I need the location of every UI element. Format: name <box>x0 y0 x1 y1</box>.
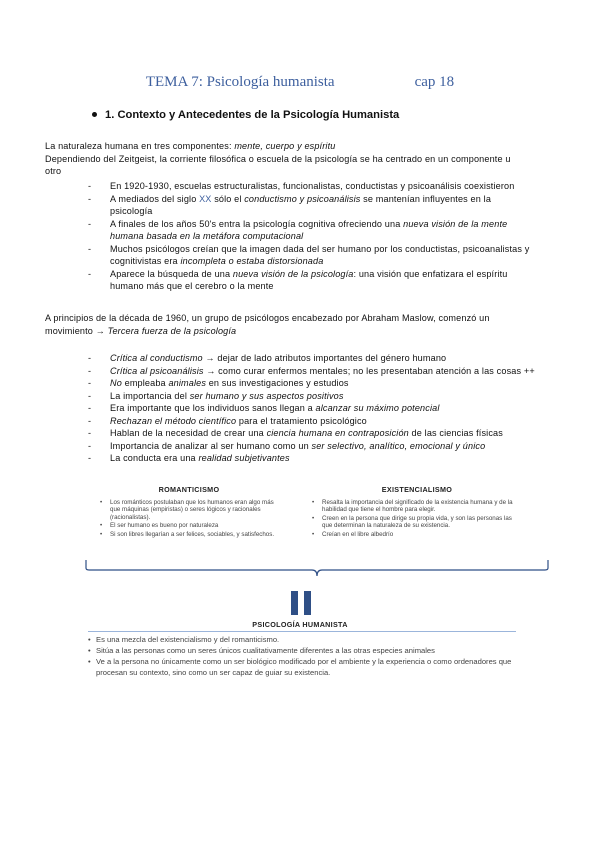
list-item <box>100 531 278 539</box>
list-item-text: No empleaba animales en sus investigaciones y estudios <box>110 378 349 388</box>
existencialismo-title: EXISTENCIALISMO <box>381 485 453 494</box>
list-item <box>312 499 522 514</box>
bar-right <box>304 591 311 615</box>
list-item <box>312 531 522 539</box>
dash-marker: - <box>88 415 92 426</box>
list-item <box>88 656 528 678</box>
list-item <box>312 515 522 530</box>
dash-marker: - <box>88 353 92 363</box>
bar-left <box>291 591 298 615</box>
dash-marker: - <box>88 193 92 204</box>
third-force-list <box>0 352 555 465</box>
list-item <box>0 365 555 378</box>
bullet-icon: • <box>88 635 91 644</box>
list-item <box>0 218 555 243</box>
movement-paragraph <box>45 312 490 337</box>
intro-line-2: Dependiendo del Zeitgeist, la corriente filosófica o escuela de la psicología se ha centrado en un componente u <box>45 153 511 164</box>
title-text: TEMA 7: Psicología humanista <box>145 74 335 90</box>
movement-line-1: A principios de la década de 1960, un grupo de psicólogos encabezado por Abraham Maslow, comenzó un <box>45 313 490 323</box>
intro-paragraph <box>45 140 511 178</box>
humanista-rule <box>88 631 516 632</box>
list-item-text: Aparece la búsqueda de una nueva visión de la psicología: una visión que enfatizara el espíritu humano más que el cerebro o la mente <box>110 268 508 291</box>
list-item-text: Si son libres llegarían a ser felices, sociables, y satisfechos. <box>110 530 275 538</box>
humanista-title: PSICOLOGÍA HUMANISTA <box>252 620 348 629</box>
list-item <box>0 452 555 465</box>
dash-marker: - <box>88 365 92 376</box>
list-item <box>88 645 528 656</box>
dash-marker: - <box>88 181 92 191</box>
bullet-icon: • <box>100 530 103 538</box>
list-item-text: La conducta era una realidad subjetivantes <box>110 453 290 463</box>
list-item-text: Importancia de analizar al ser humano como un ser selectivo, analítico, emocional y único <box>110 440 486 451</box>
list-item <box>0 390 555 403</box>
list-item <box>0 377 555 390</box>
section-heading <box>92 109 399 121</box>
existencialismo-list <box>312 499 522 539</box>
bullet-icon: • <box>88 657 91 666</box>
dash-marker: - <box>88 268 92 279</box>
list-item-text: Es una mezcla del existencialismo y del romanticismo. <box>96 635 280 644</box>
dash-marker: - <box>88 378 92 388</box>
existencialismo-column <box>312 486 522 540</box>
list-item-text: Los románticos postulaban que los humanos eran algo más que máquinas (empiristas) o seres lógicos y racionales (racionalistas). <box>110 498 274 521</box>
dash-marker: - <box>88 403 92 413</box>
dash-marker: - <box>88 243 92 254</box>
list-item-text: El ser humano es bueno por naturaleza <box>110 522 219 530</box>
list-item-text: A mediados del siglo XX sólo el conductismo y psicoanálisis se mantenían influyentes en la psicología <box>110 193 492 216</box>
list-item-text: Ve a la persona no únicamente como un ser biológico modificado por el ambiente y la experiencia o como ordenadores que procesan su contexto, sino como un ser capaz de guiar su existencia. <box>96 657 512 677</box>
bullet-icon: • <box>100 522 103 530</box>
bullet-icon: • <box>100 498 103 506</box>
page-title <box>0 74 600 91</box>
list-item-text: Creían en el libre albedrío <box>322 530 394 538</box>
bullet-icon: • <box>312 498 315 506</box>
list-item <box>0 180 555 193</box>
list-item-text: Crítica al conductismo → dejar de lado atributos importantes del género humano <box>110 353 447 363</box>
list-item <box>0 193 555 218</box>
bullet-icon: • <box>312 514 315 522</box>
intro-emphasis: mente, cuerpo y espíritu <box>234 141 336 151</box>
list-item-text: Era importante que los individuos sanos llegan a alcanzar su máximo potencial <box>110 403 440 413</box>
bullet-icon: • <box>312 530 315 538</box>
list-item <box>0 243 555 268</box>
list-item-text: Sitúa a las personas como un seres únicos cualitativamente diferentes a las otras especies animales <box>96 646 435 655</box>
humanista-list <box>88 634 528 678</box>
romanticismo-title: ROMANTICISMO <box>158 485 220 494</box>
list-item-text: Crítica al psicoanálisis → como curar enfermos mentales; no les presentaban atención a las cosas ++ <box>110 365 535 376</box>
intro-line-1 <box>45 140 511 153</box>
double-bar-icon <box>291 591 312 615</box>
list-item <box>88 634 528 645</box>
romanticismo-list <box>100 499 278 539</box>
intro-line-3: otro <box>45 166 62 176</box>
list-item-text: Rechazan el método científico para el tratamiento psicológico <box>110 415 367 426</box>
dash-marker: - <box>88 453 92 463</box>
list-item <box>0 440 555 453</box>
list-item <box>0 427 555 440</box>
list-item <box>0 402 555 415</box>
list-item-text: A finales de los años 50's entra la psicología cognitiva ofreciendo una nueva visión de la mente humana basada en la metáfora computacional <box>110 218 508 241</box>
chapter-label: cap 18 <box>414 74 455 90</box>
list-item <box>0 352 555 365</box>
list-item <box>100 499 278 522</box>
dash-marker: - <box>88 440 92 451</box>
brace-path <box>86 560 548 576</box>
intro-text: La naturaleza humana en tres componentes: <box>45 141 235 151</box>
dash-marker: - <box>88 428 92 438</box>
dash-marker: - <box>88 218 92 229</box>
list-item-text: Muchos psicólogos creían que la imagen dada del ser humano por los conductistas, psicoanalistas y cognitivistas era incompleta o estaba distorsionada <box>110 243 530 266</box>
list-item <box>0 268 555 293</box>
romanticismo-column <box>100 486 278 540</box>
section-heading-text: 1. Contexto y Antecedentes de la Psicología Humanista <box>105 109 400 121</box>
list-item-text: La importancia del ser humano y sus aspectos positivos <box>110 390 344 401</box>
list-item-text: Creen en la persona que dirige su propia vida, y son las personas las que determinan la naturaleza de su existencia. <box>322 514 512 530</box>
list-item-text: En 1920-1930, escuelas estructuralistas, funcionalistas, conductistas y psicoanálisis coexistieron <box>110 181 515 191</box>
bullet-icon <box>92 112 97 117</box>
list-item <box>100 522 278 530</box>
brace-connector <box>85 560 549 578</box>
list-item <box>0 415 555 428</box>
list-item-text: Resalta la importancia del significado de la existencia humana y de la habilidad que tiene el hombre para elegir. <box>322 498 513 514</box>
movement-line-2: movimiento → Tercera fuerza de la psicología <box>45 325 237 336</box>
context-list <box>0 180 555 293</box>
dash-marker: - <box>88 390 92 401</box>
bullet-icon: • <box>88 646 91 655</box>
list-item-text: Hablan de la necesidad de crear una ciencia humana en contraposición de las ciencias físicas <box>110 428 503 438</box>
